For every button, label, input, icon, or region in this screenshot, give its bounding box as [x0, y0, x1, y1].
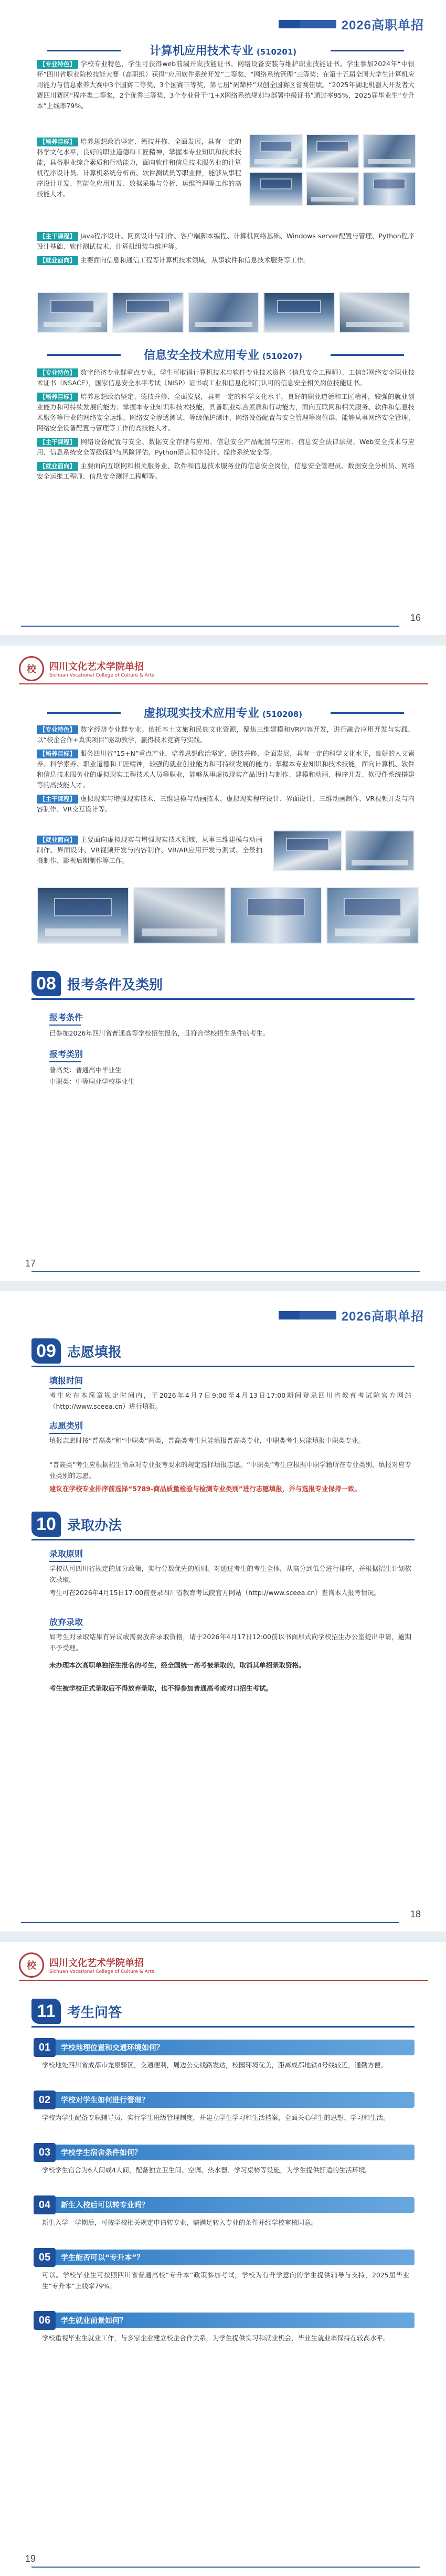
para-tag: 【培养目标】	[37, 393, 78, 402]
notice-1: 未办理本次高职单独招生报名的考生，经全国统一高考被录取的，取消其单招录取资格。	[49, 1661, 305, 1669]
para-text: 网络设备配置与安全、数据安全存储与应用、信息安全产品配置与应用、信息安全法律法规、Web安全技术与应用、信息系统安全等级保护与风险评估、Python语言程序设计、操作系统安全等。	[37, 438, 415, 456]
para-tag: 【主干课程】	[37, 232, 78, 241]
qa-question	[37, 2145, 415, 2160]
major3-body-2	[37, 835, 262, 869]
highlight-notice: 建议在学校专业排序前选择“5789-商品质量检验与检测专业类别”进行志愿填报，并与选报专业保持一致。	[49, 1485, 361, 1493]
para-tag: 【就业面向】	[37, 256, 78, 265]
qa-answer: 学校重视毕业生就业工作，与多家企业建立校企合作关系，为学生提供实习和就业机会，毕业生就业率保持在较高水平。	[42, 2334, 390, 2342]
paragraph	[37, 437, 415, 458]
page-18	[0, 1291, 446, 1931]
paragraph	[37, 231, 415, 252]
lab-photo	[188, 292, 259, 333]
fill-time-text: 考生应在本简章规定时间内，于2026年4月7日9:00至4月13日17:00期间登录四川省教育考试院官方网站（http://www.sceea.cn）进行填报。	[49, 1391, 411, 1410]
subheading-admit: 录取原则	[49, 1547, 83, 1562]
subheading-release: 放弃录取	[49, 1616, 83, 1630]
category-text-2: “普高类”考生应根据招生简章对专业报考要求的规定选择填报志愿。“中职类”考生应根据中职学籍所在专业类别，填报对应专业类别的志愿。	[49, 1461, 411, 1480]
campus-photo	[249, 172, 303, 206]
qa-question-text: 新生入校后可以转专业吗？	[61, 2201, 149, 2210]
major3-body	[37, 724, 415, 818]
paragraph	[37, 835, 262, 866]
school-name-en: Sichuan Vocational College of Culture & Arts	[49, 673, 154, 678]
release-text: 如考生对录取结果有异议或需要放弃录取资格，请于2026年4月17日12:00前以书面形式向学校招生办公室提出申请，逾期不予受理。	[49, 1633, 411, 1652]
section-title: 报考条件及类别	[67, 977, 163, 993]
para-text: 学校专业特色，学生可获得web前端开发技能证书、网络设备安装与维护职业技能证书。学生参加2024年“中银杯”四川省职业院校技能大赛（高职组）获得“应用软件系统开发”二等奖、“网络系统管理”三等奖；在第十五届全国大学生计算机应用能力与信息素养大赛中3个国赛二等奖、3个国赛三等奖，第七届“码蹄杯”双创全国赛区省赛佳绩。“2025年湖北机器人开发者大赛四川赛区”程序类二等奖，2个优秀三等奖，3个专业骨干“1+X网络系统规划与部署中级证书”通过率95%，2025届毕业生“专升本”上线率79%。	[37, 60, 415, 110]
qa-question-text: 学生就业前景如何？	[61, 2317, 127, 2325]
major-name: 信息安全技术应用专业	[143, 349, 259, 362]
photo-strip-vr	[37, 887, 419, 944]
qa-answer: 可以。学校毕业生可按照四川省普通高校“专升本”政策参加考试，学校为有升学意向的学生提供辅导与支持，2025届毕业生“专升本”上线率79%。	[42, 2271, 409, 2290]
page-header	[279, 1306, 424, 1324]
conditions-text: 已参加2026年四川省普通高等学校招生报名，且符合学校招生条件的考生。	[49, 1029, 270, 1037]
paragraph	[37, 392, 415, 434]
para-tag: 【就业面向】	[37, 462, 78, 471]
section-10-heading	[31, 1512, 122, 1537]
qa-question-text: 学生能否可以“专升本”？	[61, 2254, 144, 2262]
lab-photo	[112, 292, 184, 333]
header-decor-bar	[279, 20, 336, 28]
major-code: (510208)	[262, 710, 303, 719]
para-tag: 【培养目标】	[37, 749, 78, 758]
paragraph	[37, 724, 415, 745]
vr-photo	[37, 887, 129, 944]
qa-number: 03	[34, 2143, 56, 2162]
qa-answer: 新生入学一学期后，可按学校相关规定申请转专业，需满足转入专业的条件并经学校审核同意。	[42, 2219, 318, 2226]
section-number: 09	[31, 1338, 61, 1364]
qa-answer: 学校地处四川省成都市龙泉驿区，交通便利，周边公交线路发达，校园环境优美，距离成都地铁4号线较近，通勤方便。	[42, 2061, 387, 2069]
admit-text-1: 学校认可四川省规定的加分政策，实行分数优先的原则。对通过考生的考生全体，从高分到低分进行排序，并根据招生计划依次录取。	[49, 1565, 411, 1583]
campus-photo	[306, 134, 359, 168]
para-text: Java程序设计、网页设计与制作、客户端脚本编程、计算机网络基础、Windows server配置与管理、Python程序设计基础、软件测试技术、计算机组装与维护等。	[37, 232, 415, 250]
header-decor-bar	[279, 1311, 336, 1319]
page-number: 19	[25, 2553, 36, 2564]
photo-grid-computer	[249, 134, 416, 206]
school-logo: 校	[19, 656, 44, 681]
qa-answer: 学校为学生配备专职辅导员，实行学生班级管理制度，并建立学生学习和生活档案，全面关心学生的思想、学习和生活。	[42, 2114, 390, 2121]
paragraph	[37, 255, 415, 266]
subheading-fill-time: 填报时间	[49, 1374, 83, 1389]
type-line: 普高类：普通高中毕业生	[49, 1066, 122, 1074]
section-title: 志愿填报	[67, 1344, 122, 1360]
major-name: 计算机应用技术专业	[149, 45, 253, 58]
para-tag: 【专业特色】	[37, 725, 78, 734]
page-17	[0, 646, 446, 1281]
lab-photo	[339, 292, 410, 333]
page-number: 17	[25, 1258, 36, 1269]
qa-question	[37, 2250, 415, 2265]
para-tag: 【专业特色】	[37, 60, 78, 69]
vr-photo	[133, 887, 226, 944]
type-line: 中职类：中等职业学校毕业生	[49, 1078, 135, 1085]
campus-photo	[306, 172, 359, 206]
major-title-security	[0, 346, 446, 363]
paragraph	[37, 367, 415, 388]
lab-photo	[37, 292, 108, 333]
header-brand: 2026高职单招	[341, 18, 424, 33]
para-text: 主要面向信息和通信工程等计算机技术领域，从事软件和信息技术服务等工作。	[80, 256, 310, 264]
category-text-1: 填报志愿时按“普高类”和“中职类”两类，普高类考生只能填报普高类专业，中职类考生只能填报中职类专业。	[49, 1437, 365, 1444]
qa-number: 01	[34, 2038, 56, 2057]
qa-question-text: 学校地理位置和交通环境如何？	[61, 2044, 164, 2052]
vr-photo	[326, 887, 419, 944]
qa-question	[37, 2040, 415, 2055]
para-tag: 【主干课程】	[37, 795, 78, 804]
school-name: 四川文化艺术学院单招	[49, 1958, 144, 1969]
section-08-heading	[31, 971, 163, 996]
school-name: 四川文化艺术学院单招	[49, 661, 144, 672]
qa-question	[37, 2197, 415, 2213]
qa-question	[37, 2313, 415, 2328]
paragraph	[37, 136, 241, 199]
para-tag: 【就业面向】	[37, 836, 78, 844]
photo-grid-vr	[273, 830, 415, 871]
para-text: 培养思想政治坚定、德技并修、全面发展，具有一定的科学文化水平，良好的职业道德和工匠精神，较强的就业创业能力和可持续发展的能力；掌握本专业知识和技术技能，具备职业综合素质和行动能力，面向互联网和相关服务、软件和信息技术服务等行业的网络安全运维、网络安全渗透测试、等级保护测评、网络设备配置与安全管理等岗位群，能够从事网络安全管理、网络安全设备配置与管理等工作的高技能人才。	[37, 393, 415, 432]
qa-answer: 学校学生宿舍为6人间或4人间，配备独立卫生间、空调、热水器、学习桌椅等设施，为学生提供舒适的生活环境。	[42, 2166, 372, 2174]
page-19	[0, 1942, 446, 2576]
para-text: 虚拟现实与增强现实技术、三维建模与动画技术、虚拟现实程序设计、界面设计、三维动画制作、VR视频开发与内容制作、VR交互设计等。	[37, 795, 415, 813]
paragraph	[37, 748, 415, 790]
notice-2: 考生被学校正式录取后不得放弃录取，也不得参加普通高考或对口招生考试。	[49, 1684, 273, 1692]
paragraph	[37, 461, 415, 482]
page-16	[0, 0, 446, 635]
school-header	[19, 656, 154, 681]
school-header	[19, 1952, 154, 1978]
major1-body	[37, 59, 415, 114]
vr-photo	[345, 830, 415, 871]
admit-text-2: 考生可在2026年4月15日17:00前登录四川省教育考试院官方网站（http://www.sceea.cn）查询本人报考情况。	[49, 1589, 381, 1597]
para-text: 培养思想政治坚定、德技并修、全面发展，具有一定的科学文化水平，良好的职业道德和工匠精神，掌握本专业知识和技术技能，具备职业综合素质和行动能力，面向软件和信息技术服务业的计算机程序设计员、计算机系统分析员、软件测试员等职业群，能够从事程序设计开发、智能化应用开发、数据采集与分析、运维管理等工作的高技能人才。	[37, 138, 241, 198]
para-text: 数字经济专业群重点专业，学生可取得计算机技术与软件专业技术资格（信息安全工程师）、工信部网络安全职业技术证书（NSACE），国家信息安全水平考试（NISP）证书或工业和信息化部门认可的信息安全相关岗位技能证书。	[37, 368, 415, 387]
school-logo: 校	[19, 1952, 44, 1978]
qa-number: 05	[34, 2248, 56, 2267]
para-tag: 【专业特色】	[37, 368, 78, 377]
major2-body	[37, 367, 415, 485]
campus-photo	[363, 134, 416, 168]
photo-strip-security	[37, 292, 410, 333]
para-tag: 【主干课程】	[37, 438, 78, 447]
section-title: 考生问答	[67, 2004, 122, 2021]
paragraph	[37, 59, 415, 111]
major1-goal	[37, 136, 241, 203]
page-header	[279, 15, 424, 33]
section-title: 录取办法	[67, 1517, 122, 1534]
major-code: (510207)	[262, 352, 303, 361]
para-text: 数字经济专业群专业。依托本土文旅和民族文化资源，聚焦三维建模和VR内容开发，进行融合应用开发与实践，以“校企合作+真实项目”驱动教学，赢得技术竞赛与实践。	[37, 725, 415, 744]
qa-number: 06	[34, 2311, 56, 2330]
major-code: (510201)	[256, 47, 297, 57]
major-title-computer	[0, 42, 446, 58]
subheading-category: 志愿类别	[49, 1419, 83, 1434]
vr-photo	[273, 830, 342, 871]
subheading-conditions: 报考条件	[49, 1011, 83, 1026]
page-number: 16	[410, 613, 421, 623]
school-name-en: Sichuan Vocational College of Culture & Arts	[49, 1969, 154, 1975]
campus-photo	[249, 134, 303, 168]
page-number: 18	[410, 1909, 421, 1919]
qa-question-text: 学校学生宿舍条件如何？	[61, 2149, 142, 2157]
vr-photo	[230, 887, 322, 944]
para-text: 主要面向虚拟现实与增强现实技术领域，从事三维建模与动画制作、界面设计、VR视频开发与内容制作、VR/AR应用开发与测试、全景拍摄制作、影视后期制作等工作。	[37, 836, 262, 864]
section-number: 10	[31, 1512, 61, 1537]
campus-photo	[363, 172, 416, 206]
section-number: 11	[31, 1999, 61, 2024]
header-brand: 2026高职单招	[341, 1310, 424, 1324]
section-09-heading	[31, 1338, 122, 1364]
major-name: 虚拟现实技术应用专业	[143, 707, 259, 720]
qa-question-text: 学校对学生如何进行管理？	[61, 2096, 149, 2105]
qa-number: 02	[34, 2091, 56, 2109]
subheading-types: 报考类别	[49, 1048, 83, 1062]
qa-number: 04	[34, 2195, 56, 2214]
section-11-heading	[31, 1999, 122, 2024]
section-number: 08	[31, 971, 61, 996]
para-text: 主要面向互联网和相关服务业、软件和信息技术服务业的信息安全岗位，信息安全管理员、数据安全分析员、网络安全运维工程师、信息安全测评工程师等。	[37, 462, 415, 480]
paragraph	[37, 794, 415, 815]
major1-body-2	[37, 231, 415, 269]
para-tag: 【培养目标】	[37, 138, 78, 146]
qa-question	[37, 2092, 415, 2108]
para-text: 服务四川省“15+N”重点产业，培养思想政治坚定、德技并修、全面发展，具有一定的科学文化水平，良好的人文素养、科学素养、职业道德和工匠精神，较强的就业创业能力和可持续发展的能力；掌握本专业知识和技术技能，面向计算机、软件和信息技术服务业的虚拟现实工程技术人员等职业，能够从事虚拟现实产品设计与制作、建模和动画、程序开发、软硬件系统搭建等的高技能人才。	[37, 749, 415, 789]
major-title-vr	[0, 704, 446, 721]
lab-photo	[263, 292, 335, 333]
